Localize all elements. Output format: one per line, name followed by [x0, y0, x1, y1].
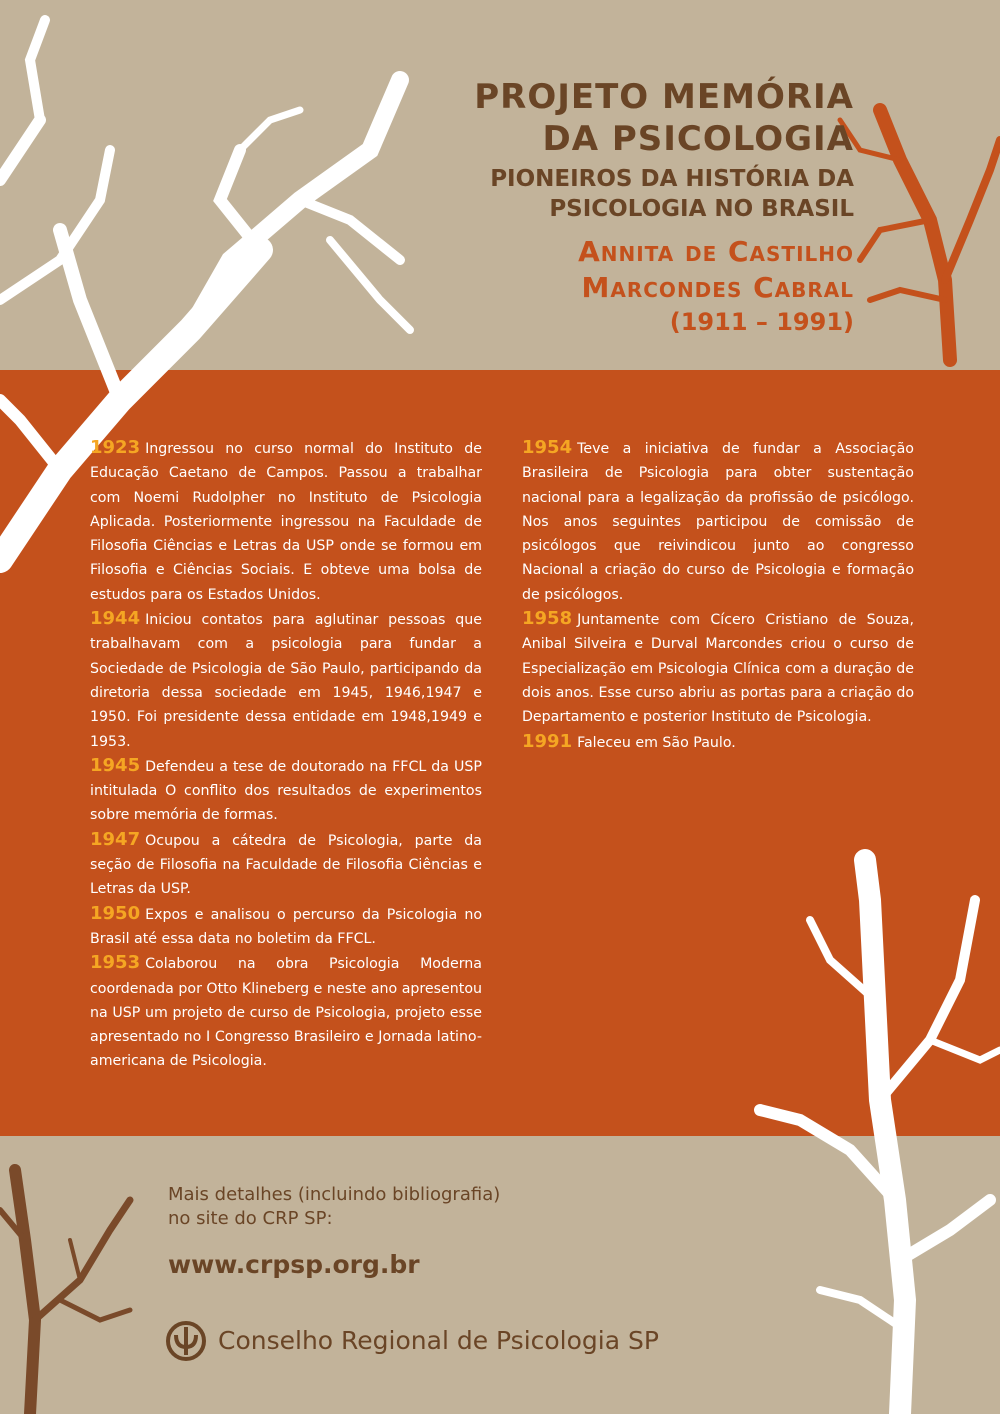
- entry-year: 1953: [90, 952, 141, 974]
- person-name-line-1: Annita de Castilho: [578, 235, 854, 268]
- header: [474, 76, 854, 338]
- entry-text: Juntamente com Cícero Cristiano de Souza, Anibal Silveira e Durval Marcondes criou o curso de Especialização em Psicologia Clínica com a duração de dois anos. Esse curso abriu as portas para a criação do Departamento e posterior Instituto de Psicologia.: [522, 612, 914, 726]
- crp-logo-icon: [166, 1321, 206, 1361]
- entry-year: 1945: [90, 754, 141, 776]
- entry-year: 1950: [90, 902, 141, 924]
- subtitle-line-1: PIONEIROS DA HISTÓRIA DA: [490, 166, 854, 192]
- entry-text: Defendeu a tese de doutorado na FFCL da USP intitulada O conflito dos resultados de experimentos sobre memória de formas.: [90, 758, 482, 824]
- timeline-entry: [90, 951, 482, 1073]
- entry-text: Faleceu em São Paulo.: [577, 734, 736, 751]
- entry-year: 1958: [522, 608, 573, 630]
- person-dates: (1911 – 1991): [669, 308, 854, 336]
- timeline-entry: [90, 754, 482, 828]
- timeline-entry: [90, 828, 482, 902]
- subtitle-line-2: PSICOLOGIA NO BRASIL: [549, 196, 854, 222]
- timeline-entry: [90, 436, 482, 607]
- entry-year: 1944: [90, 608, 141, 630]
- entry-year: 1947: [90, 828, 141, 850]
- title-line-2: DA PSICOLOGIA: [542, 119, 854, 159]
- info-line-1: Mais detalhes (incluindo bibliografia): [168, 1184, 501, 1205]
- entry-text: Iniciou contatos para aglutinar pessoas que trabalhavam com a psicologia para fundar a Sociedade de Psicologia de São Paulo, participando da diretoria dessa sociedade em 1945, 1946,1947 e 1950. Foi presidente dessa entidade em 1948,1949 e 1953.: [90, 612, 482, 750]
- footer-info: [168, 1183, 500, 1283]
- entry-year: 1991: [522, 730, 573, 752]
- person-name-line-2: Marcondes Cabral: [581, 271, 854, 304]
- entry-text: Colaborou na obra Psicologia Moderna coordenada por Otto Klineberg e neste ano apresentou na USP um projeto de curso de Psicologia, projeto esse apresentado no I Congresso Brasileiro e Jornada latino-americana de Psicologia.: [90, 956, 482, 1070]
- entry-text: Expos e analisou o percurso da Psicologia no Brasil até essa data no boletim da FFCL.: [90, 906, 482, 947]
- info-line-2: no site do CRP SP:: [168, 1208, 333, 1229]
- timeline-entry: [522, 730, 914, 755]
- timeline-left-column: [90, 436, 482, 1074]
- entry-text: Ingressou no curso normal do Instituto de Educação Caetano de Campos. Passou a trabalhar com Noemi Rudolpher no Instituto de Psicologia Aplicada. Posteriormente ingressou na Faculdade de Filosofia Ciências e Letras da USP onde se formou em Filosofia e Ciências Sociais. E obteve uma bolsa de estudos para os Estados Unidos.: [90, 441, 482, 603]
- entry-text: Teve a iniciativa de fundar a Associação Brasileira de Psicologia para obter sustentação nacional para a legalização da profissão de psicólogo. Nos anos seguintes participou de comissão de psicólogos que reivindicou junto ao congresso Nacional a criação do curso de Psicologia e formação de psicólogos.: [522, 441, 914, 603]
- organization: [166, 1321, 659, 1361]
- timeline-right-column: [522, 436, 914, 755]
- timeline-entry: [522, 436, 914, 607]
- entry-text: Ocupou a cátedra de Psicologia, parte da seção de Filosofia na Faculdade de Filosofia Ciências e Letras da USP.: [90, 832, 482, 898]
- entry-year: 1923: [90, 437, 141, 458]
- title-line-1: PROJETO MEMÓRIA: [474, 77, 854, 117]
- website-link[interactable]: www.crpsp.org.br: [168, 1250, 420, 1279]
- organization-name: Conselho Regional de Psicologia SP: [218, 1326, 659, 1355]
- entry-year: 1954: [522, 437, 573, 458]
- timeline-entry: [90, 902, 482, 952]
- timeline-entry: [522, 607, 914, 729]
- timeline-entry: [90, 607, 482, 754]
